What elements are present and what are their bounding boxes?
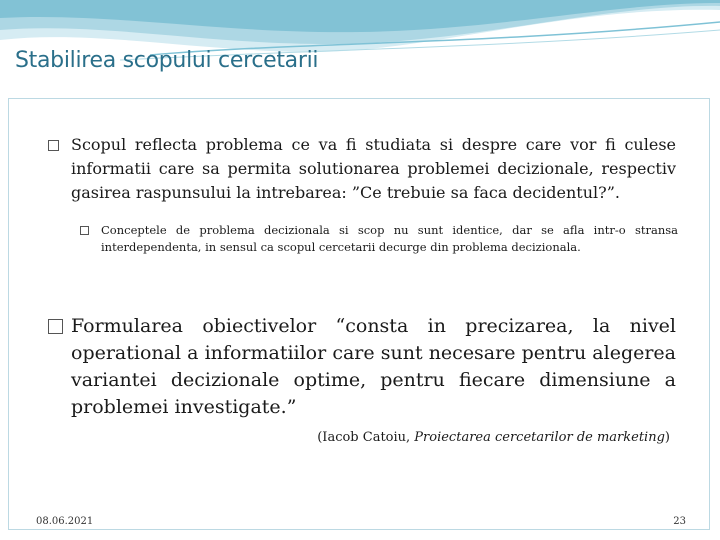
citation (317, 430, 670, 445)
slide-title: Stabilirea scopului cercetarii (15, 48, 319, 73)
page-number: 23 (673, 516, 686, 527)
sub-bullet-concepts (80, 222, 678, 256)
citation-suffix: ) (664, 430, 670, 445)
citation-prefix: (Iacob Catoiu, (317, 430, 415, 445)
bullet-scope (48, 133, 676, 205)
bullet-text: Formularea obiectivelor “consta in precizarea, la nivel operational a informatiilor care sunt necesare pentru alegerea variantei decizionale optime, pentru fiecare dimensiune a problemei investigate.” (71, 315, 676, 418)
bullet-objectives (48, 313, 676, 421)
citation-book-title: Proiectarea cercetarilor de marketing (414, 430, 665, 445)
bullet-text: Scopul reflecta problema ce va fi studiata si despre care vor fi culese informatii care sa permita solutionarea problemei decizionale, respectiv gasirea raspunsului la intrebarea: ”Ce trebuie sa faca decidentul?”. (71, 135, 676, 202)
square-bullet-icon (48, 140, 59, 151)
square-bullet-icon (48, 319, 63, 334)
footer-date: 08.06.2021 (36, 516, 94, 527)
square-bullet-icon (80, 226, 89, 235)
sub-bullet-text: Conceptele de problema decizionala si scop nu sunt identice, dar se afla intr-o stransa interdependenta, in sensul ca scopul cercetarii decurge din problema decizionala. (101, 223, 678, 254)
